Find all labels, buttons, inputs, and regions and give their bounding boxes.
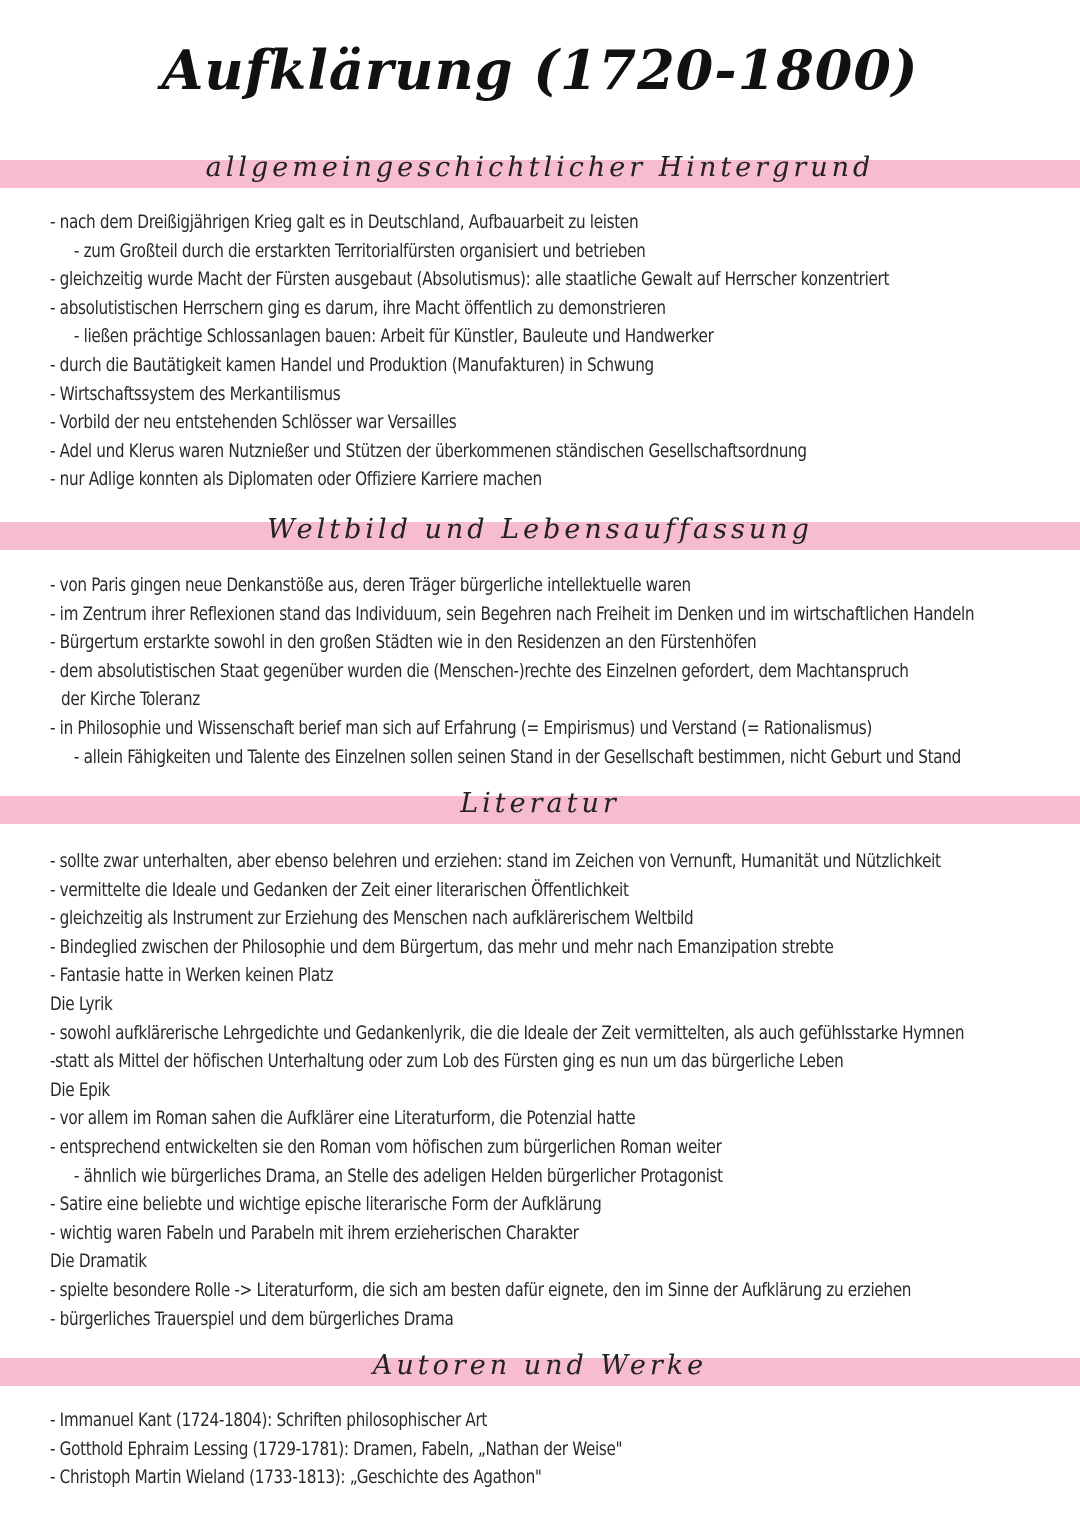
- text-line: - Immanuel Kant (1724-1804): Schriften philosophischer Art: [50, 1410, 488, 1431]
- text-line: - Adel und Klerus waren Nutznießer und Stützen der überkommenen ständischen Gesellschaftsordnung: [50, 440, 807, 462]
- text-line: - im Zentrum ihrer Reflexionen stand das Individuum, sein Begehren nach Freiheit im Denken und im wirtschaftlichen Handeln: [50, 603, 975, 625]
- section-worldview: [50, 572, 1060, 772]
- section-heading-authors: Autoren und Werke: [372, 1350, 708, 1381]
- text-line: - absolutistischen Herrschern ging es darum, ihre Macht öffentlich zu demonstrieren: [50, 297, 666, 319]
- text-line: - Christoph Martin Wieland (1733-1813): „Geschichte des Agathon": [50, 1467, 542, 1489]
- section-heading-background: allgemeingeschichtlicher Hintergrund: [205, 152, 875, 183]
- subheading-epik: Die Epik: [50, 1079, 110, 1101]
- subheading-lyrik: Die Lyrik: [50, 993, 113, 1015]
- text-line: - nur Adlige konnten als Diplomaten oder Offiziere Karriere machen: [50, 469, 542, 491]
- text-line: der Kirche Toleranz: [61, 689, 200, 711]
- text-line: - vor allem im Roman sahen die Aufklärer eine Literaturform, die Potenzial hatte: [50, 1108, 636, 1130]
- page-title: Aufklärung (1720-1800): [161, 38, 919, 102]
- text-line: - zum Großteil durch die erstarkten Territorialfürsten organisiert und betrieben: [73, 240, 646, 262]
- text-line: - Fantasie hatte in Werken keinen Platz: [50, 965, 334, 987]
- text-line: - dem absolutistischen Staat gegenüber wurden die (Menschen-)rechte des Einzelnen gefordert, dem Machtanspruch: [50, 660, 909, 682]
- subheading-dramatik: Die Dramatik: [50, 1251, 147, 1273]
- text-line: - entsprechend entwickelten sie den Roman vom höfischen zum bürgerlichen Roman weiter: [50, 1136, 722, 1158]
- text-line: - bürgerliches Trauerspiel und dem bürgerliches Drama: [50, 1308, 454, 1330]
- section-heading-worldview: Weltbild und Lebensauffassung: [267, 514, 813, 545]
- text-line: - Vorbild der neu entstehenden Schlösser war Versailles: [50, 412, 457, 434]
- text-line: - von Paris gingen neue Denkanstöße aus, deren Träger bürgerliche intellektuelle waren: [50, 575, 691, 596]
- text-line: - sollte zwar unterhalten, aber ebenso belehren und erziehen: stand im Zeichen von Vernunft, Humanität und Nützlichkeit: [50, 851, 941, 872]
- text-line: - Gotthold Ephraim Lessing (1729-1781): Dramen, Fabeln, „Nathan der Weise": [50, 1438, 623, 1460]
- text-line: - allein Fähigkeiten und Talente des Einzelnen sollen seinen Stand in der Gesellschaft bestimmen, nicht Geburt und Stand: [73, 746, 961, 768]
- text-line: - wichtig waren Fabeln und Parabeln mit ihrem erzieherischen Charakter: [50, 1222, 579, 1244]
- text-line: - nach dem Dreißigjährigen Krieg galt es in Deutschland, Aufbauarbeit zu leisten: [50, 212, 639, 233]
- section-heading-literature: Literatur: [460, 788, 620, 819]
- text-line: - Wirtschaftssystem des Merkantilismus: [50, 383, 341, 405]
- text-line: - ähnlich wie bürgerliches Drama, an Stelle des adeligen Helden bürgerlicher Protagonist: [73, 1165, 723, 1187]
- text-line: - Bürgertum erstarkte sowohl in den großen Städten wie in den Residenzen an den Fürstenhöfen: [50, 632, 757, 654]
- section-literature: [50, 848, 1060, 1334]
- text-line: - durch die Bautätigkeit kamen Handel und Produktion (Manufakturen) in Schwung: [50, 354, 654, 376]
- text-line: - gleichzeitig als Instrument zur Erziehung des Menschen nach aufklärerischem Weltbild: [50, 908, 694, 930]
- text-line: - spielte besondere Rolle -> Literaturform, die sich am besten dafür eignete, den im Sinne der Aufklärung zu erziehen: [50, 1279, 912, 1301]
- text-line: - ließen prächtige Schlossanlagen bauen: Arbeit für Künstler, Bauleute und Handwerker: [73, 326, 714, 348]
- text-line: - sowohl aufklärerische Lehrgedichte und Gedankenlyrik, die die Ideale der Zeit vermittelten, als auch gefühlsstarke Hymnen: [50, 1022, 965, 1044]
- section-authors: [50, 1407, 1060, 1493]
- section-background: [50, 209, 1060, 495]
- text-line: - Bindeglied zwischen der Philosophie und dem Bürgertum, das mehr und mehr nach Emanzipation strebte: [50, 936, 834, 958]
- text-line: - vermittelte die Ideale und Gedanken der Zeit einer literarischen Öffentlichkeit: [50, 879, 629, 901]
- text-line: -statt als Mittel der höfischen Unterhaltung oder zum Lob des Fürsten ging es nun um das bürgerliche Leben: [50, 1051, 844, 1073]
- text-line: - gleichzeitig wurde Macht der Fürsten ausgebaut (Absolutismus): alle staatliche Gewalt auf Herrscher konzentriert: [50, 269, 890, 291]
- text-line: - in Philosophie und Wissenschaft berief man sich auf Erfahrung (= Empirismus) und Verstand (= Rationalismus): [50, 717, 873, 739]
- text-line: - Satire eine beliebte und wichtige epische literarische Form der Aufklärung: [50, 1194, 602, 1216]
